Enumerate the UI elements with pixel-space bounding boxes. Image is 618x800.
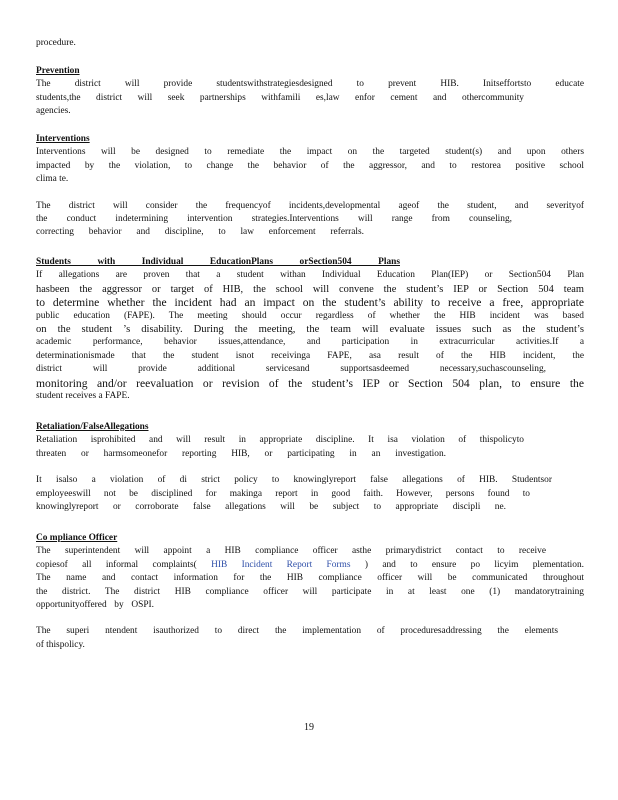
compliance-text: ) and to ensure po licyim plementation. [364,559,584,570]
students-iep-line: district will provide additional servicesand supportsasdeemed necessary,suchascounseling, [36,364,546,375]
prevention-line: The district will provide studentswithstrategiesdesigned to prevent HIB. Initseffortsto educate [36,79,584,90]
compliance-line: of thispolicy. [36,639,85,650]
spacer [36,187,584,200]
retaliation-line: knowinglyreport or corroborate false allegations will be subject to appropriate discipli ne. [36,502,506,513]
interventions-line: the conduct indetermining intervention strategies.Interventions will range from counseling, [36,214,512,225]
spacer [36,612,584,625]
compliance-line: The name and contact information for the HIB compliance officer will be communicated throughout [36,573,584,584]
retaliation-line: It isalso a violation of di strict policy to knowinglyreport false allegations of HIB. Studentsor [36,475,552,486]
compliance-line: The superi ntendent isauthorized to direct the implementation of proceduresaddressing the elements [36,626,558,637]
interventions-heading: Interventions [36,134,90,144]
interventions-line: correcting behavior and discipline, to law enforcement referrals. [36,227,364,238]
compliance-line [36,559,584,572]
interventions-line: Interventions will be designed to remediate the impact on the targeted student(s) and upon others [36,147,584,158]
retaliation-line: Retaliation isprohibited and will result in appropriate discipline. It isa violation of thispolicyto [36,435,524,446]
students-iep-line: to determine whether the incident had an impact on the student’s ability to receive a free, appropriate [36,296,584,310]
compliance-line: The superintendent will appoint a HIB compliance officer asthe primarydistrict contact to receive [36,546,546,557]
retaliation-heading: Retaliation/FalseAllegations [36,422,149,432]
interventions-section [36,133,584,240]
compliance-line: opportunityoffered by OSPI. [36,600,154,611]
prevention-heading: Prevention [36,66,80,76]
students-iep-heading: Students with Individual EducationPlans orSection504 Plans [36,257,400,267]
students-iep-line: public education (FAPE). The meeting should occur regardless of whether the HIB incident was based [36,310,584,321]
students-iep-line: on the student ’s disability. During the meeting, the team will evaluate issues such as the student’s [36,324,584,336]
interventions-line: The district will consider the frequencyof incidents,developmental ageof the student, and severityof [36,200,584,211]
compliance-section [36,532,584,652]
retaliation-line: employeeswill not be disciplined for makinga report in good faith. However, persons found to [36,488,530,499]
retaliation-line: threaten or harmsomeonefor reporting HIB, or participating in an investigation. [36,448,446,459]
prevention-line: agencies. [36,106,71,117]
hib-incident-report-forms-link[interactable]: HIB Incident Report Forms [211,559,351,570]
compliance-text: copiesof all informal complaints( [36,559,197,570]
retaliation-section [36,421,584,514]
prevention-section [36,65,584,119]
students-iep-section [36,256,584,403]
compliance-heading: Co mpliance Officer [36,533,118,543]
students-iep-line: student receives a FAPE. [36,391,130,402]
intro-block [36,37,584,50]
intro-line: procedure. [36,38,76,48]
spacer [36,461,584,474]
compliance-line: the district. The district HIB compliance officer will participate in at least one (1) mandatorytraining [36,586,584,597]
prevention-line: students,the district will seek partnerships withfamili es,law enfor cement and othercommunity [36,92,524,103]
students-iep-line: determinationismade that the student isnot receivinga FAPE, asa result of the HIB incident, the [36,350,584,361]
interventions-line: clima te. [36,174,69,185]
interventions-line: impacted by the violation, to change the behavior of the aggressor, and to restorea positive school [36,160,584,171]
students-iep-line: If allegations are proven that a student withan Individual Education Plan(IEP) or Section504 Plan [36,270,584,281]
page-number: 19 [304,722,314,733]
students-iep-line: monitoring and/or reevaluation or revision of the student’s IEP or Section 504 plan, to ensure the [36,376,584,390]
students-iep-line: hasbeen the aggressor or target of HIB, the school will convene the student’s IEP or Section 504 team [36,283,584,295]
students-iep-line: academic performance, behavior issues,attendance, and participation in extracurricular activities.If a [36,337,584,348]
